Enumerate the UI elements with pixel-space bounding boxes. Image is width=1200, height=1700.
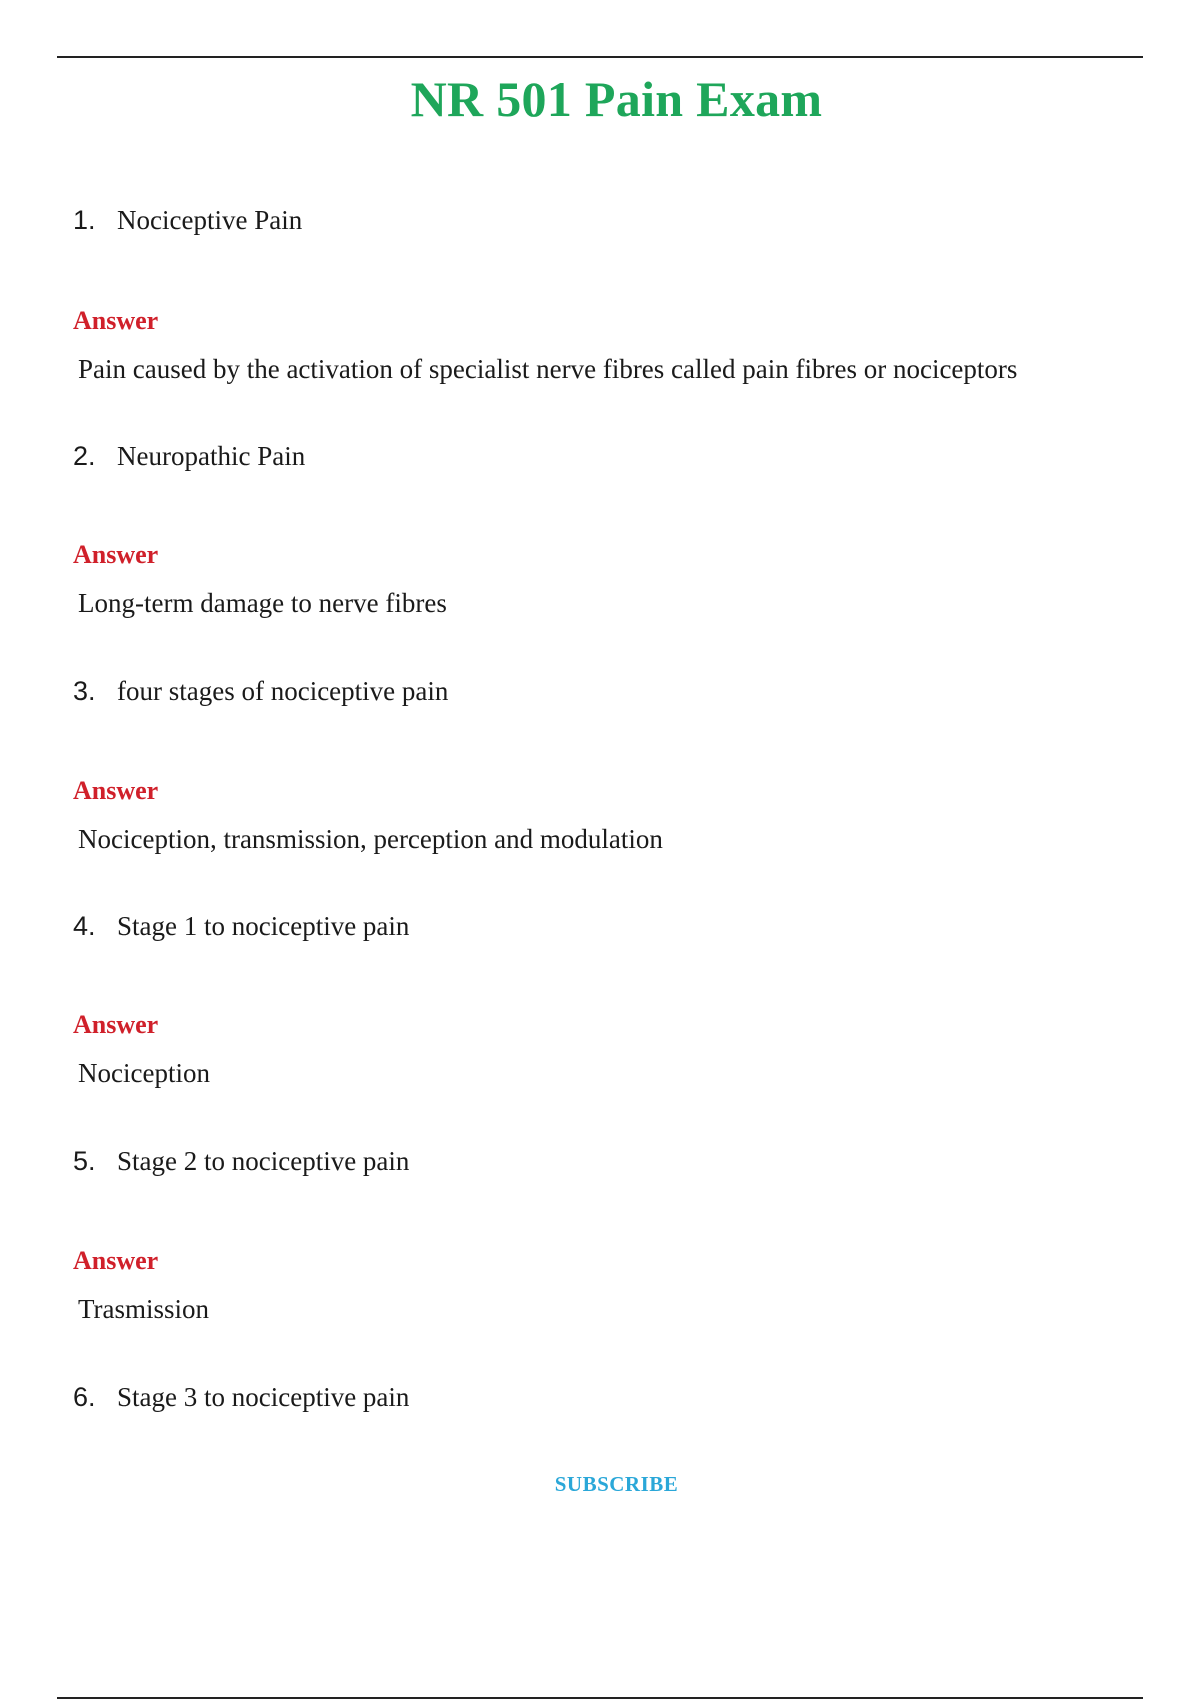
question-text: Stage 1 to nociceptive pain xyxy=(117,911,410,941)
answer-label: Answer xyxy=(73,1010,159,1039)
subscribe-link[interactable]: SUBSCRIBE xyxy=(554,1472,679,1496)
bottom-rule xyxy=(57,1697,1143,1699)
answer-text: Long-term damage to nerve fibres xyxy=(78,588,447,618)
answer-text: Nociception, transmission, perception and modulation xyxy=(78,824,663,854)
question-text: Neuropathic Pain xyxy=(117,441,306,471)
question-number: 2. xyxy=(73,441,96,471)
question-item xyxy=(73,441,305,481)
answer-text: Pain caused by the activation of specialist nerve fibres called pain fibres or nociceptors xyxy=(78,354,1018,384)
question-number: 3. xyxy=(73,676,96,706)
answer-label: Answer xyxy=(73,776,159,805)
answer-text: Trasmission xyxy=(78,1294,210,1324)
answer-label: Answer xyxy=(73,1246,159,1275)
answer-label: Answer xyxy=(73,540,159,569)
question-item xyxy=(73,1146,409,1186)
page-title: NR 501 Pain Exam xyxy=(410,71,823,127)
question-item xyxy=(73,911,409,951)
top-rule xyxy=(57,56,1143,58)
question-item xyxy=(73,676,448,716)
question-number: 5. xyxy=(73,1146,96,1176)
question-item xyxy=(73,1382,409,1422)
question-item xyxy=(73,205,302,245)
question-text: four stages of nociceptive pain xyxy=(117,676,449,706)
question-number: 1. xyxy=(73,205,96,235)
question-number: 6. xyxy=(73,1382,96,1412)
question-text: Nociceptive Pain xyxy=(117,205,303,235)
question-text: Stage 2 to nociceptive pain xyxy=(117,1146,410,1176)
question-number: 4. xyxy=(73,911,96,941)
question-text: Stage 3 to nociceptive pain xyxy=(117,1382,410,1412)
answer-text: Nociception xyxy=(78,1058,210,1088)
answer-label: Answer xyxy=(73,306,159,335)
